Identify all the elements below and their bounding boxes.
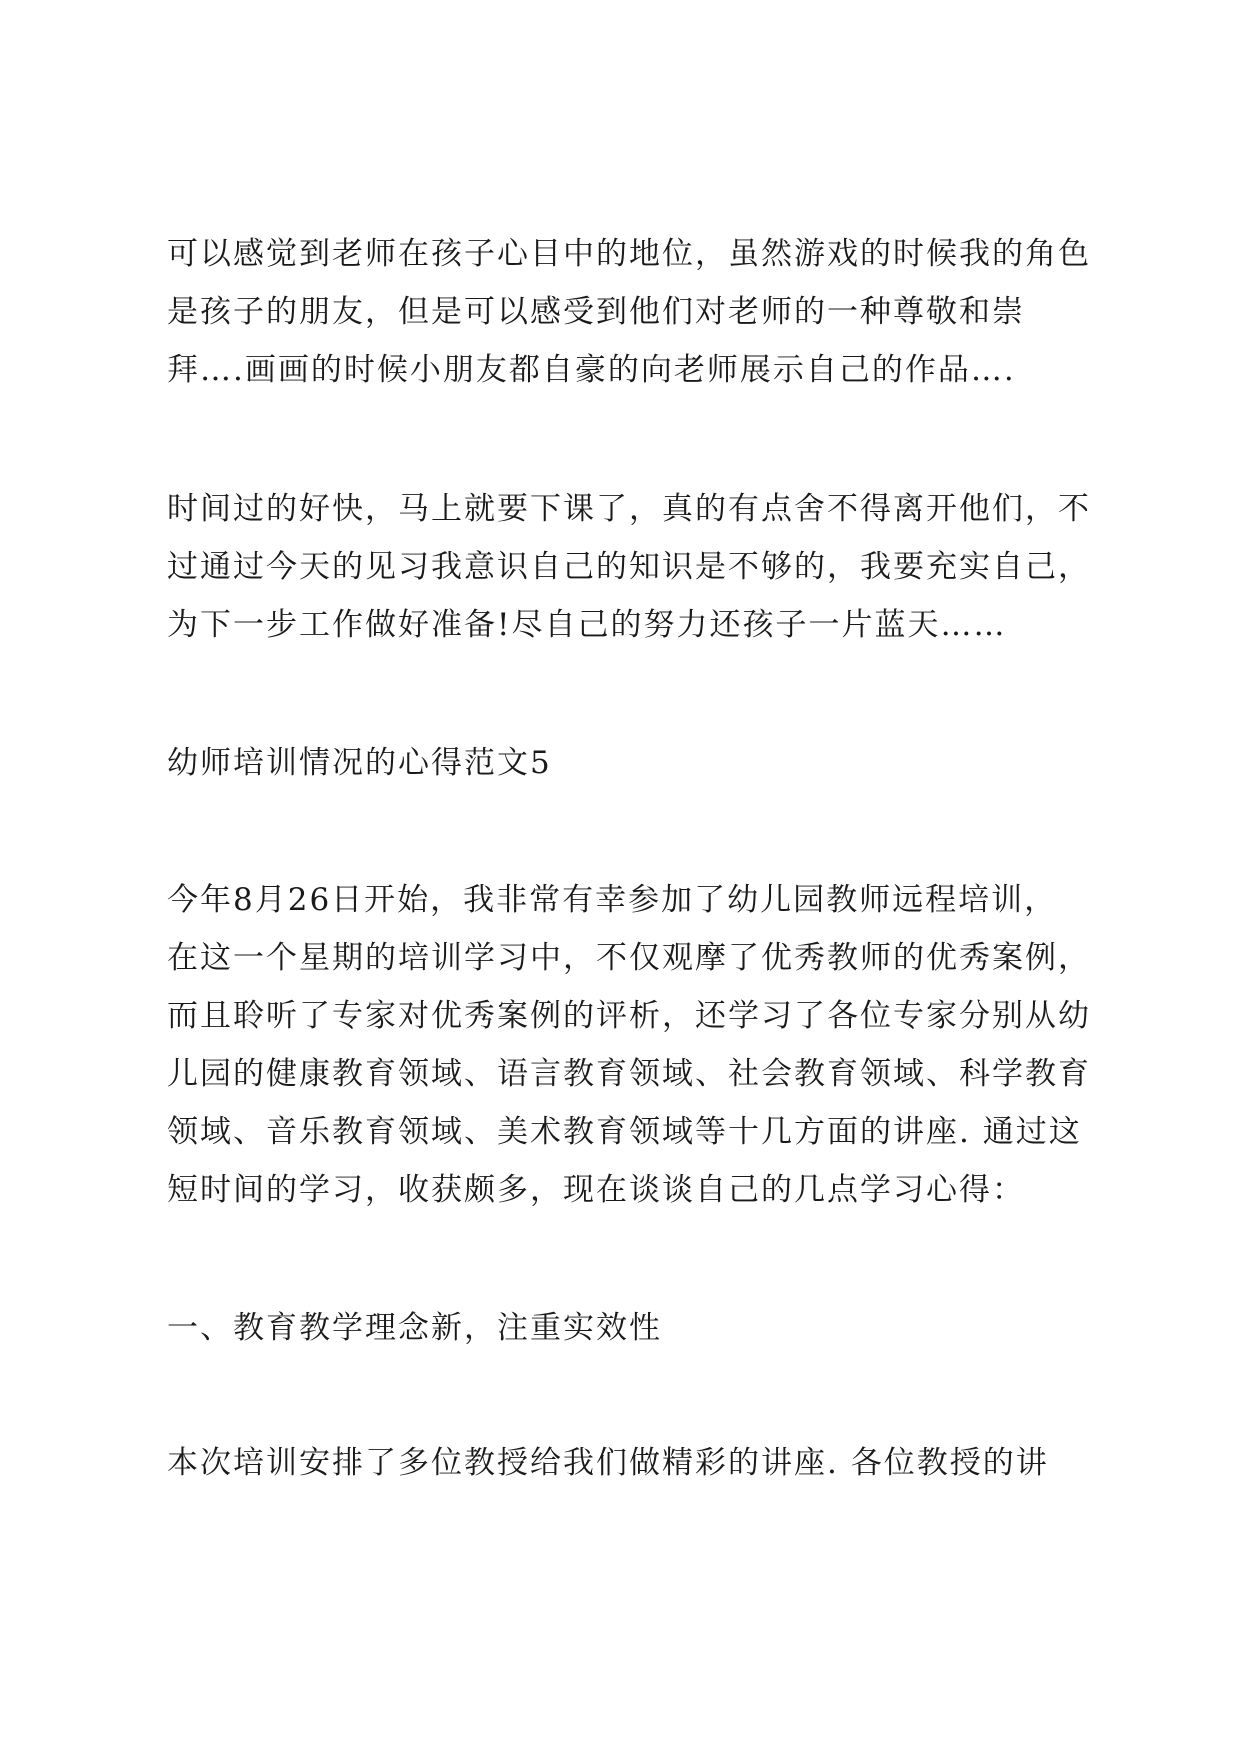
text-line: 在这一个星期的培训学习中，不仅观摩了优秀教师的优秀案例， bbox=[167, 940, 1091, 976]
text-line: 儿园的健康教育领域、语言教育领域、社会教育领域、科学教育 bbox=[167, 1056, 1091, 1092]
section-heading: 一、教育教学理念新，注重实效性 bbox=[167, 1310, 662, 1346]
text-line: 领域、音乐教育领域、美术教育领域等十几方面的讲座. 通过这 bbox=[167, 1114, 1082, 1150]
text-line: 本次培训安排了多位教授给我们做精彩的讲座. 各位教授的讲 bbox=[167, 1445, 1049, 1481]
text-line: 过通过今天的见习我意识自己的知识是不够的，我要充实自己， bbox=[167, 549, 1091, 585]
text-line: 是孩子的朋友，但是可以感受到他们对老师的一种尊敬和崇 bbox=[167, 294, 1025, 330]
text-line: 而且聆听了专家对优秀案例的评析，还学习了各位专家分别从幼 bbox=[167, 998, 1091, 1034]
text-line: 为下一步工作做好准备!尽自己的努力还孩子一片蓝天…… bbox=[167, 607, 1007, 643]
section-heading: 幼师培训情况的心得范文5 bbox=[167, 745, 552, 781]
text-line: 今年8月26日开始，我非常有幸参加了幼儿园教师远程培训， bbox=[167, 882, 1058, 918]
text-line: 拜….画画的时候小朋友都自豪的向老师展示自己的作品…. bbox=[167, 352, 1016, 388]
text-line: 时间过的好快，马上就要下课了，真的有点舍不得离开他们，不 bbox=[167, 491, 1091, 527]
text-line: 可以感觉到老师在孩子心目中的地位，虽然游戏的时候我的角色 bbox=[167, 236, 1091, 272]
text-line: 短时间的学习，收获颇多，现在谈谈自己的几点学习心得： bbox=[167, 1172, 1025, 1208]
